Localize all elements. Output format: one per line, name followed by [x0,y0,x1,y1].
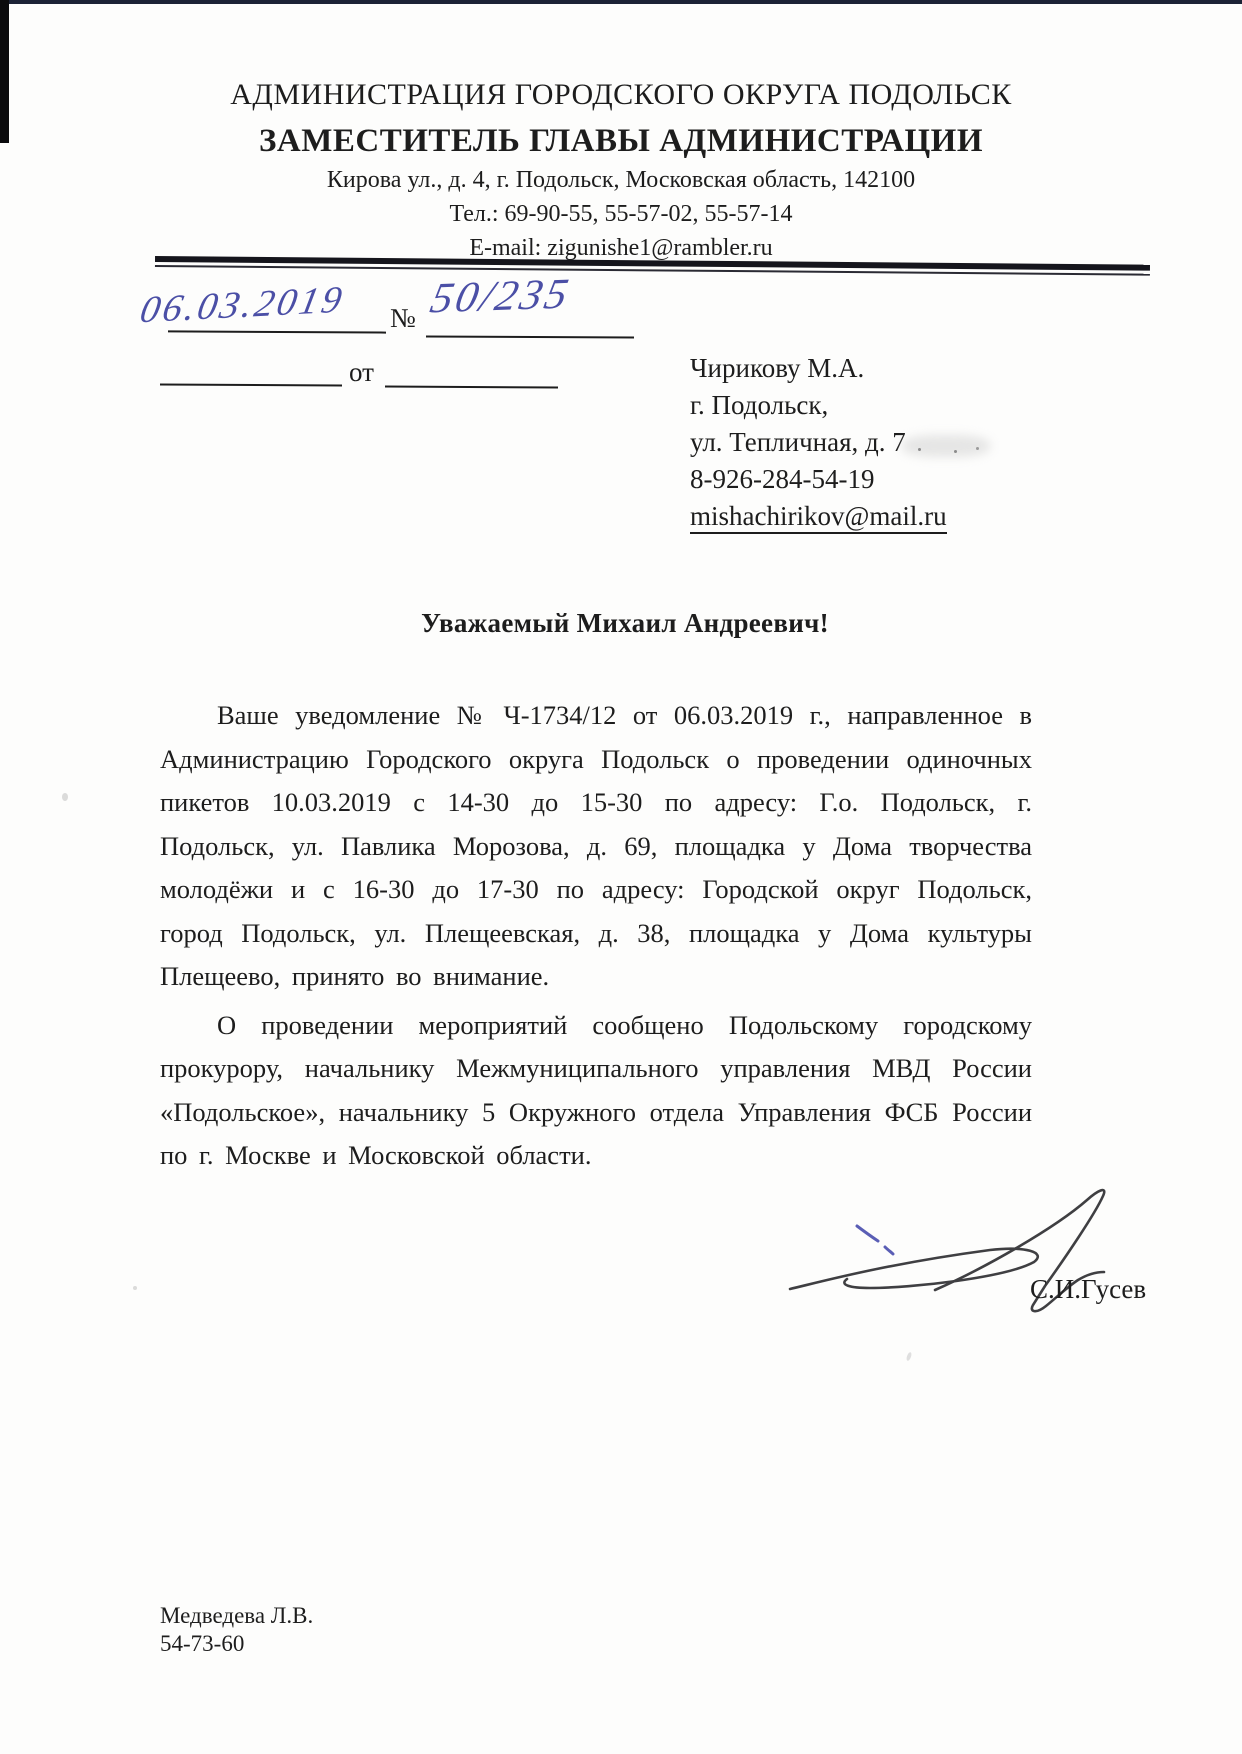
executor-block [160,1602,313,1658]
from-label: от [349,357,374,387]
number-underline [426,335,634,338]
body-paragraph-1: Ваше уведомление № Ч-1734/12 от 06.03.2019 г., направленное в Администрацию Городского округа Подольск о проведении одиночных пикетов 10.03.2019 с 14-30 до 15-30 по адресу: Г.о. Подольск, г. Подольск, ул. Павлика Морозова, д. 69, площадка у Дома творчества молодёжи и с 16-30 до 17-30 по адресу: Городской округ Подольск, город Подольск, ул. Плещеевская, д. 38, площадка у Дома культуры Плещеево, принято во внимание. [160,700,1032,991]
office-title: ЗАМЕСТИТЕЛЬ ГЛАВЫ АДМИНИСТРАЦИИ [258,123,984,159]
scan-artifact-top-edge [0,0,1242,4]
scan-speck [62,793,68,801]
blank-underline-left [160,384,342,387]
recipient-street: ул. Тепличная, д. 7 [690,427,906,457]
signature-blue-mark [857,1226,878,1241]
date-underline [168,330,386,333]
scan-speck [906,1352,913,1362]
signature-loop [790,1249,1038,1289]
letter-body [160,694,1032,1178]
email-label: E-mail: [469,235,548,261]
body-paragraph-2: О проведении мероприятий сообщено Подольскому городскому прокурору, начальнику Межмуниципального управления МВД России «Подольское», начальнику 5 Окружного отдела Управления ФСБ России по г. Москве и Московской области. [160,1009,1032,1170]
handwritten-date: 06.03.2019 [136,278,349,332]
letterhead-phones: Тел.: 69-90-55, 55-57-02, 55-57-14 [449,201,793,227]
blank-underline-right [385,386,558,389]
letterhead-email: zigunishe1@rambler.ru [547,235,772,264]
redaction-smudge-dots [918,448,921,451]
redaction-smudge [902,435,990,457]
organization-name: АДМИНИСТРАЦИЯ ГОРОДСКОГО ОКРУГА ПОДОЛЬСК [230,78,1012,111]
recipient-name: Чирикову М.А. [690,353,865,383]
handwritten-number: 50/235 [426,270,576,323]
executor-phone: 54-73-60 [160,1631,245,1656]
recipient-city: г. Подольск, [690,390,829,420]
number-sign: № [390,303,416,333]
letterhead [0,78,1242,262]
letterhead-address: Кирова ул., д. 4, г. Подольск, Московская область, 142100 [326,167,916,193]
signature-blue-mark [885,1247,893,1254]
recipient-email: mishachirikov@mail.ru [690,501,947,534]
recipient-phone: 8-926-284-54-19 [690,464,875,494]
signer-name: С.И.Гусев [1030,1274,1147,1304]
executor-name: Медведева Л.В. [160,1603,314,1628]
scan-speck [133,1286,137,1290]
recipient-block [690,350,947,535]
salutation: Уважаемый Михаил Андреевич! [421,608,829,638]
